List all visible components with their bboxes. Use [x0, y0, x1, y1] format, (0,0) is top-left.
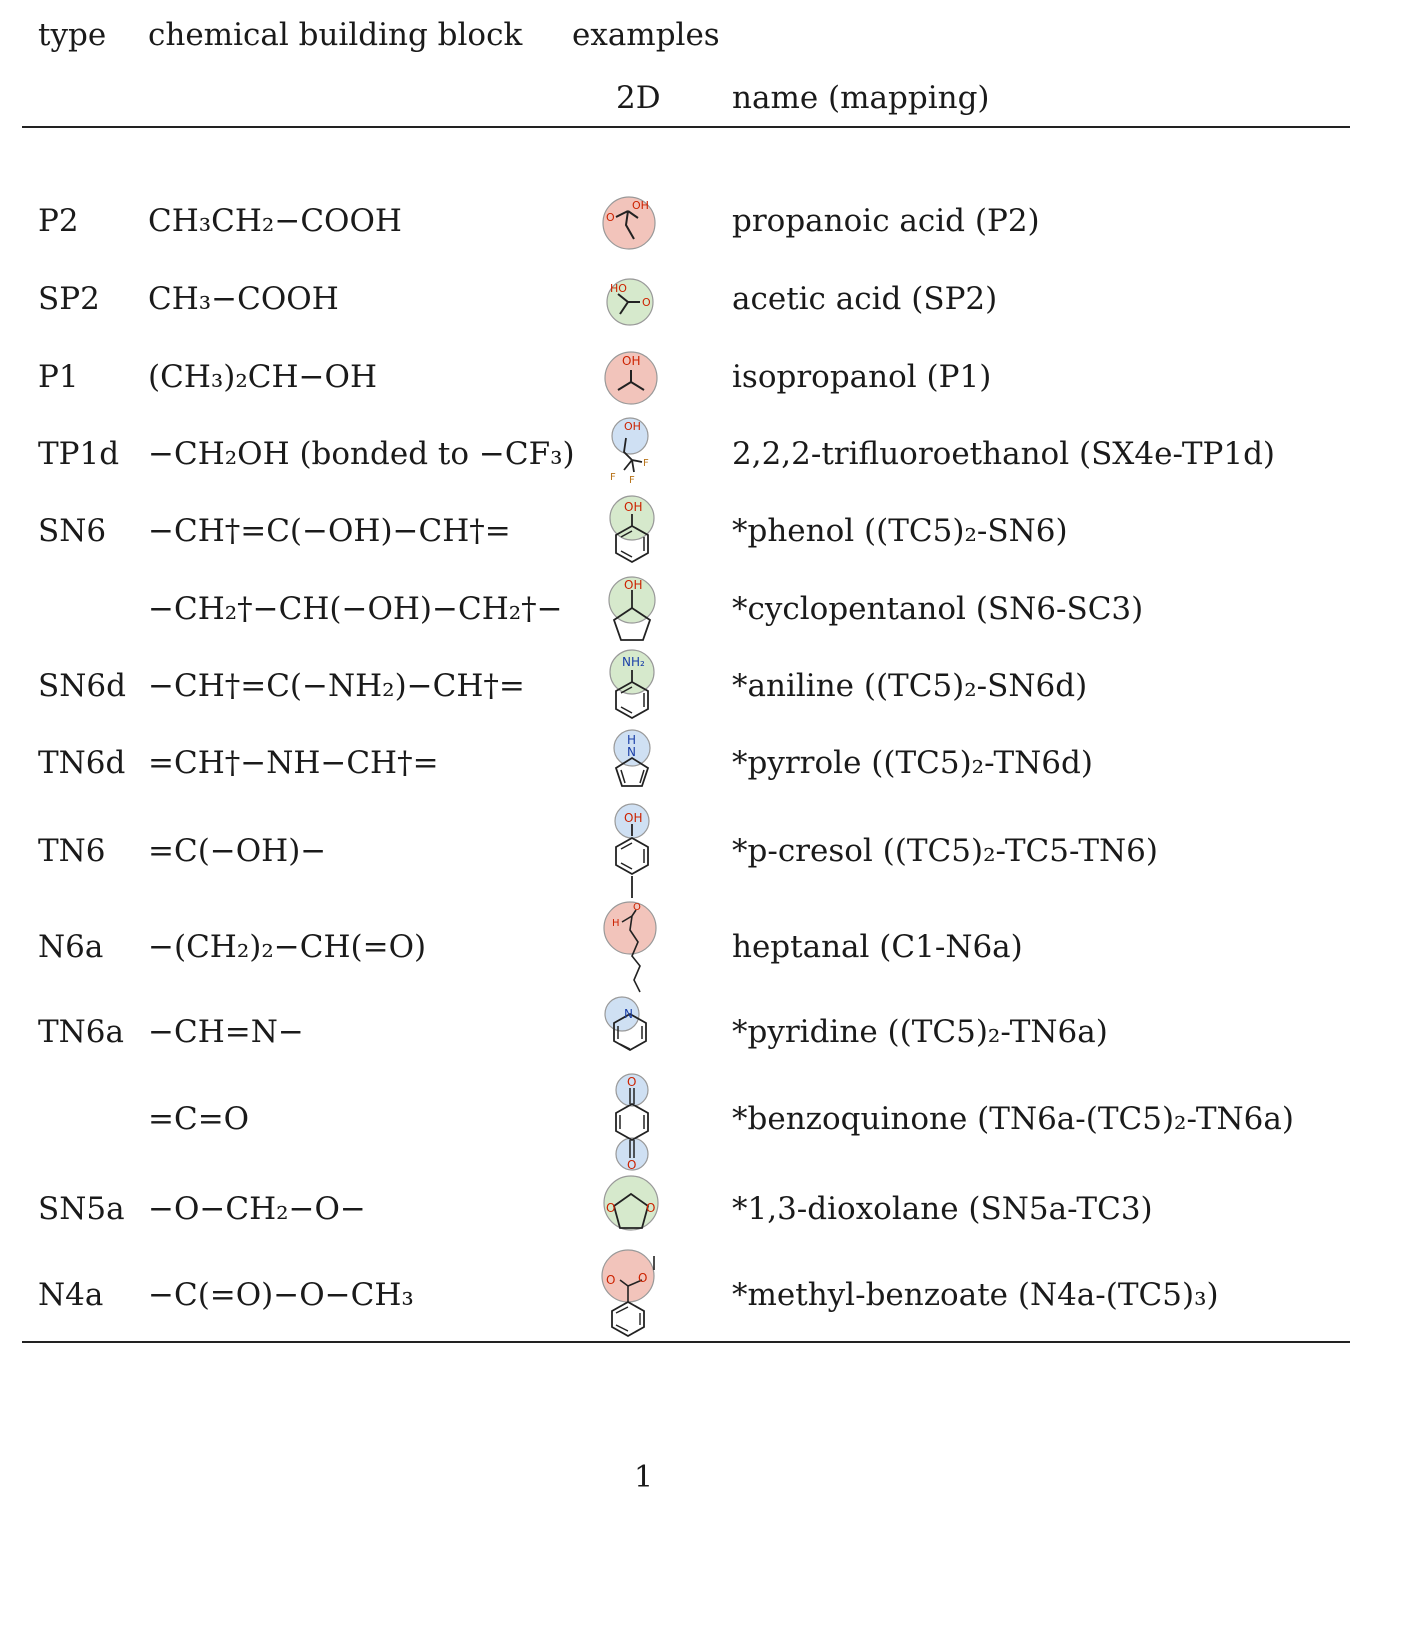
row-type: N6a	[38, 929, 104, 965]
row-example-name: *aniline ((TC5)₂-SN6d)	[732, 668, 1088, 704]
header-name-mapping: name (mapping)	[732, 80, 990, 116]
row-building-block: −CH†=C(−OH)−CH†=	[148, 513, 511, 549]
header-type: type	[38, 17, 107, 53]
row-building-block: −C(=O)−O−CH₃	[148, 1277, 414, 1313]
atom-label: N	[624, 1007, 633, 1021]
row-building-block: CH₃CH₂−COOH	[148, 203, 402, 239]
row-example-name: *phenol ((TC5)₂-SN6)	[732, 513, 1068, 549]
row-example-name: acetic acid (SP2)	[732, 281, 998, 317]
row-building-block: =C(−OH)−	[148, 833, 327, 869]
row-type: TN6a	[38, 1014, 125, 1050]
row-type: SN5a	[38, 1191, 125, 1227]
dioxolane-structure-icon	[600, 1172, 662, 1234]
atom-label: OH	[622, 354, 641, 368]
page-number: 1	[634, 1460, 654, 1495]
atom-label: O	[606, 1201, 616, 1215]
row-type: SN6d	[38, 668, 126, 704]
row-example-name: 2,2,2-trifluoroethanol (SX4e-TP1d)	[732, 436, 1276, 472]
row-building-block: (CH₃)₂CH−OH	[148, 359, 377, 395]
header-examples: examples	[572, 17, 720, 53]
acetic-acid-structure-icon	[602, 276, 660, 328]
row-building-block: −O−CH₂−O−	[148, 1191, 366, 1227]
benzoquinone-structure-icon	[604, 1070, 660, 1176]
row-example-name: *1,3-dioxolane (SN5a-TC3)	[732, 1191, 1153, 1227]
row-example-name: isopropanol (P1)	[732, 359, 992, 395]
header-rule	[22, 126, 1350, 128]
atom-label: N	[627, 745, 636, 759]
atom-label: O	[627, 1158, 637, 1172]
row-building-block: −CH₂†−CH(−OH)−CH₂†−	[148, 591, 563, 627]
row-building-block: =C=O	[148, 1101, 250, 1137]
row-example-name: *benzoquinone (TN6a-(TC5)₂-TN6a)	[732, 1101, 1294, 1137]
row-building-block: −CH₂OH (bonded to −CF₃)	[148, 436, 575, 472]
atom-label: O	[642, 296, 651, 309]
row-example-name: *cyclopentanol (SN6-SC3)	[732, 591, 1144, 627]
cyclopentanol-structure-icon	[602, 574, 662, 644]
atom-label: O	[627, 1075, 637, 1089]
pyrrole-structure-icon	[604, 728, 660, 792]
header-2d: 2D	[616, 80, 661, 116]
atom-label: NH₂	[622, 655, 645, 669]
row-building-block: −CH†=C(−NH₂)−CH†=	[148, 668, 525, 704]
isopropanol-structure-icon	[600, 348, 662, 406]
pyridine-structure-icon	[600, 996, 660, 1058]
atom-label: OH	[624, 811, 643, 825]
atom-label: H	[627, 733, 637, 747]
atom-label: O	[646, 1201, 656, 1215]
atom-label: O	[638, 1271, 648, 1285]
row-type: TN6	[38, 833, 106, 869]
methyl-benzoate-structure-icon	[598, 1250, 662, 1344]
p-cresol-structure-icon	[604, 802, 660, 902]
row-type: TP1d	[38, 436, 120, 472]
trifluoroethanol-structure-icon	[602, 414, 662, 486]
atom-label: O	[606, 1273, 616, 1287]
row-building-block: CH₃−COOH	[148, 281, 339, 317]
row-example-name: *methyl-benzoate (N4a-(TC5)₃)	[732, 1277, 1219, 1313]
propanoic-acid-structure-icon	[598, 194, 662, 252]
row-type: N4a	[38, 1277, 104, 1313]
atom-label: O	[606, 211, 615, 224]
atom-label: OH	[624, 420, 641, 433]
row-example-name: *pyrrole ((TC5)₂-TN6d)	[732, 745, 1093, 781]
atom-label: OH	[624, 500, 643, 514]
row-type: P1	[38, 359, 79, 395]
row-building-block: −CH=N−	[148, 1014, 304, 1050]
row-type: SN6	[38, 513, 107, 549]
row-building-block: −(CH₂)₂−CH(=O)	[148, 929, 427, 965]
atom-label: F	[610, 472, 616, 483]
atom-label: O	[633, 902, 641, 913]
row-building-block: =CH†−NH−CH†=	[148, 745, 439, 781]
atom-label: F	[629, 475, 635, 486]
atom-label: OH	[632, 199, 649, 212]
aniline-structure-icon	[602, 648, 662, 724]
bottom-rule	[22, 1341, 1350, 1343]
row-example-name: *p-cresol ((TC5)₂-TC5-TN6)	[732, 833, 1158, 869]
row-type: TN6d	[38, 745, 126, 781]
atom-label: H	[612, 918, 620, 929]
header-building-block: chemical building block	[148, 17, 523, 53]
heptanal-structure-icon	[600, 900, 662, 998]
row-type: SP2	[38, 281, 100, 317]
row-example-name: *pyridine ((TC5)₂-TN6a)	[732, 1014, 1108, 1050]
atom-label: OH	[624, 578, 643, 592]
atom-label: F	[643, 458, 649, 469]
atom-label: HO	[610, 282, 627, 295]
row-type: P2	[38, 203, 79, 239]
row-example-name: propanoic acid (P2)	[732, 203, 1040, 239]
phenol-structure-icon	[602, 494, 662, 568]
row-example-name: heptanal (C1-N6a)	[732, 929, 1023, 965]
